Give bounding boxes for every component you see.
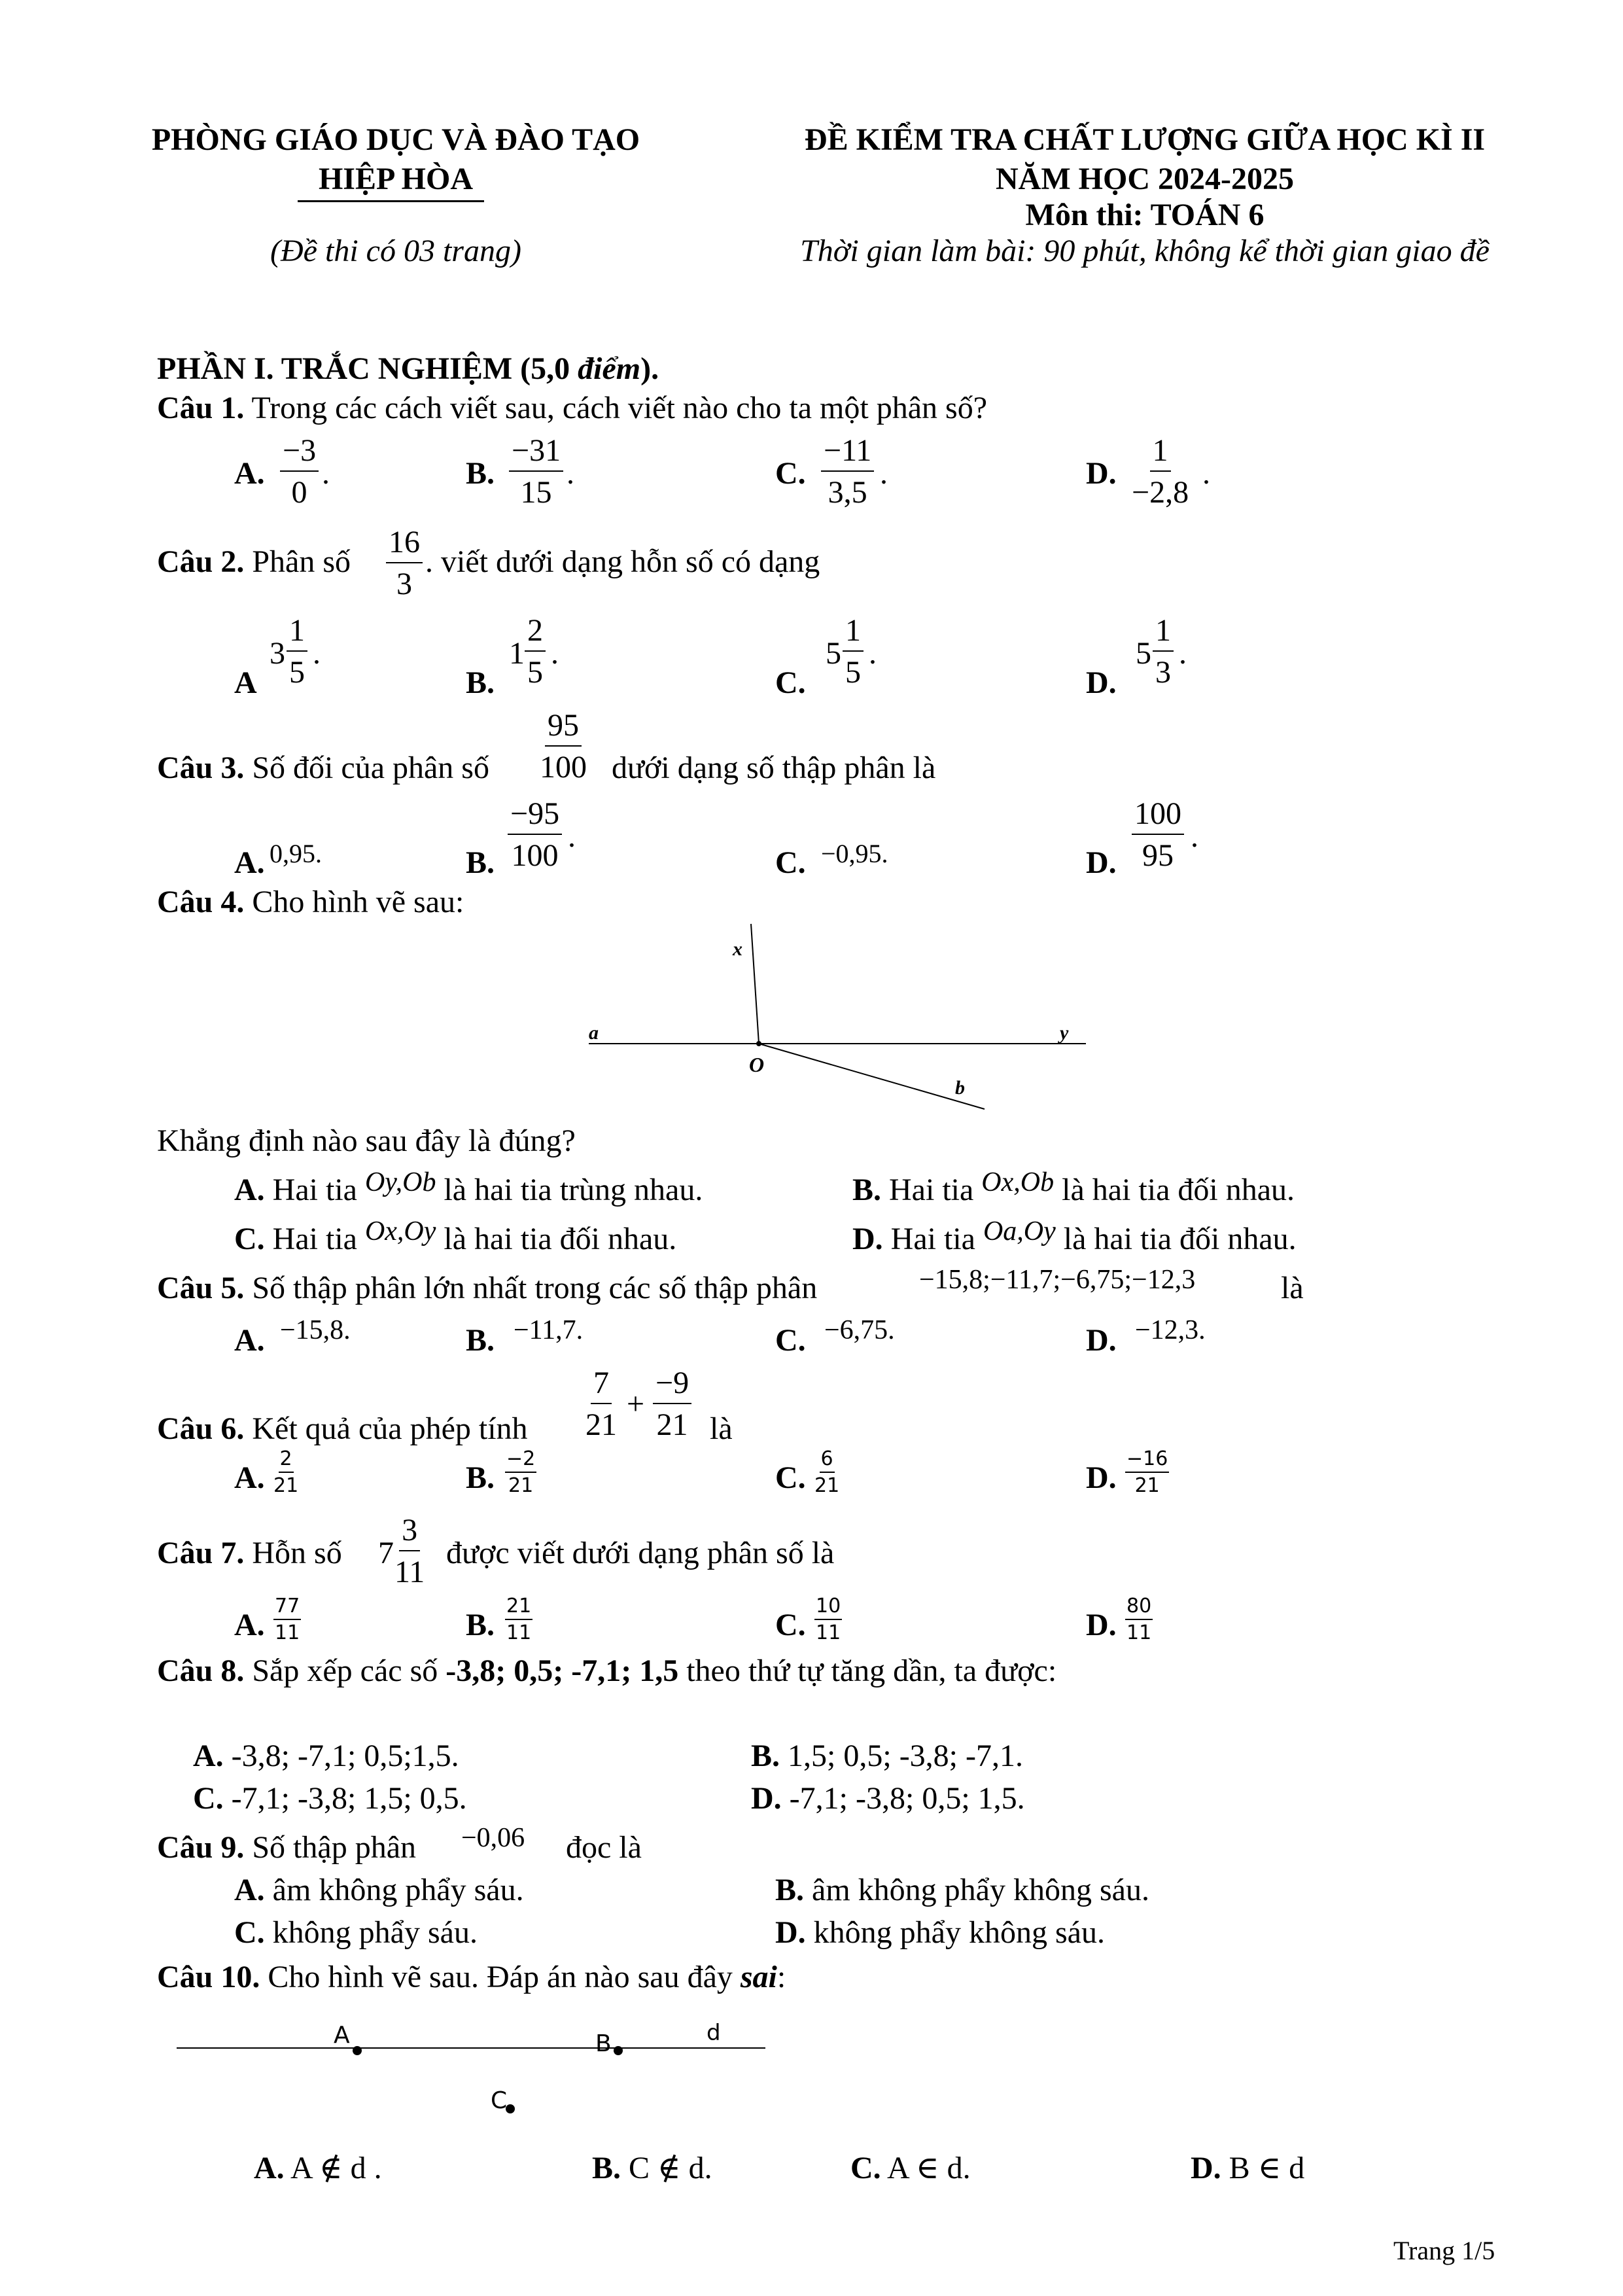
q2-option-d-label: D. xyxy=(1086,665,1117,700)
question-2-lead: Câu 2. Phân số xyxy=(157,544,351,579)
q2-dot-c: . xyxy=(869,636,877,671)
q1-option-c-fraction: $\frac{-11}{3,5}$ xyxy=(821,435,874,508)
district-name: HIỆP HÒA xyxy=(318,162,474,196)
q3-option-b-fraction: $\frac{-95}{100}$ xyxy=(508,798,562,872)
question-10: Câu 10. Cho hình vẽ sau. Đáp án nào sau đây sai: xyxy=(157,1960,786,1994)
q2-option-a-fraction: $\frac{1}{5}$ xyxy=(287,615,307,688)
question-9-lead: Câu 9. Số thập phân xyxy=(157,1830,416,1865)
points-line-figure xyxy=(177,2015,778,2133)
ray-ox xyxy=(751,924,759,1044)
q3-option-c-label: C. xyxy=(775,845,806,880)
q2-option-a-whole: 3 xyxy=(270,636,285,671)
q4-option-a: A. Hai tia Oy,Ob là hai tia trùng nhau. xyxy=(234,1167,703,1207)
q7-option-c-label: C. xyxy=(775,1608,806,1642)
subject: Môn thi: TOÁN 6 xyxy=(1025,198,1265,232)
point-a xyxy=(353,2046,362,2055)
q1-option-a-fraction: $\frac{-3}{0}$ xyxy=(280,435,319,508)
q8-option-a: A. -3,8; -7,1; 0,5;1,5. xyxy=(193,1739,459,1773)
page-number: Trang 1/5 xyxy=(1393,2236,1495,2265)
label-y: y xyxy=(1060,1022,1069,1044)
q1-dot-a: . xyxy=(322,456,330,491)
q7-option-a-label: A. xyxy=(234,1608,265,1642)
q9-number: −0,06 xyxy=(461,1823,525,1853)
exam-title: ĐỀ KIỂM TRA CHẤT LƯỢNG GIỮA HỌC KÌ II xyxy=(804,122,1486,157)
q2-option-c-fraction: $\frac{1}{5}$ xyxy=(843,615,864,688)
header-underline xyxy=(298,200,484,202)
q2-dot-b: . xyxy=(551,636,559,671)
q2-option-b-whole: 1 xyxy=(509,636,525,671)
q1-option-c-label: C. xyxy=(775,456,806,491)
section-title: PHẦN I. TRẮC NGHIỆM (5,0 điểm). xyxy=(157,351,659,386)
question-7-lead: Câu 7. Hỗn số xyxy=(157,1536,342,1570)
q4-option-d: D. Hai tia Oa,Oy là hai tia đối nhau. xyxy=(852,1216,1297,1256)
time-note: Thời gian làm bài: 90 phút, không kể thời gian giao đề xyxy=(800,234,1490,268)
q10-option-d: D. B ∈ d xyxy=(1191,2151,1305,2185)
q9-option-a: A. âm không phẩy sáu. xyxy=(234,1873,524,1907)
point-b xyxy=(614,2046,623,2055)
q2-option-c-label: C. xyxy=(775,665,806,700)
q8-option-c: C. -7,1; -3,8; 1,5; 0,5. xyxy=(193,1781,467,1816)
q6-option-b-fraction: $\frac{-2}{21}$ xyxy=(506,1447,536,1497)
q1-dot-b: . xyxy=(567,456,574,491)
q6-plus: + xyxy=(627,1386,645,1421)
point-o xyxy=(756,1041,761,1046)
q3-dot-b: . xyxy=(568,819,576,854)
question-6-rest: là xyxy=(710,1411,733,1446)
q1-option-a-label: A. xyxy=(234,456,265,491)
q1-option-b-label: B. xyxy=(466,456,495,491)
q6-option-d-label: D. xyxy=(1086,1460,1117,1495)
question-2-rest: . viết dưới dạng hỗn số có dạng xyxy=(425,544,820,579)
q9-option-b: B. âm không phẩy không sáu. xyxy=(775,1873,1149,1907)
q5-option-a-value: −15,8. xyxy=(280,1315,351,1345)
department-name: PHÒNG GIÁO DỤC VÀ ĐÀO TẠO xyxy=(151,122,640,157)
q1-dot-c: . xyxy=(880,456,888,491)
question-8: Câu 8. Sắp xếp các số -3,8; 0,5; -7,1; 1,5 theo thứ tự tăng dần, ta được: xyxy=(157,1653,1057,1688)
q7-option-b-fraction: $\frac{21}{11}$ xyxy=(506,1595,532,1644)
q6-fraction-1: $\frac{7}{21}$ xyxy=(585,1366,617,1442)
school-year: NĂM HỌC 2024-2025 xyxy=(996,162,1294,196)
q6-option-a-fraction: $\frac{2}{21}$ xyxy=(273,1447,299,1497)
q2-option-b-label: B. xyxy=(466,665,495,700)
label-x: x xyxy=(733,938,742,960)
q5-option-b-value: −11,7. xyxy=(514,1315,584,1345)
q2-option-b-fraction: $\frac{2}{5}$ xyxy=(525,615,546,688)
label-a: a xyxy=(589,1022,599,1044)
q2-option-c-whole: 5 xyxy=(826,636,841,671)
q1-option-b-fraction: $\frac{-31}{15}$ xyxy=(509,435,563,508)
label-b: b xyxy=(955,1077,965,1099)
q5-option-d-label: D. xyxy=(1086,1323,1117,1358)
label-o: O xyxy=(749,1053,765,1076)
question-7-rest: được viết dưới dạng phân số là xyxy=(446,1536,835,1570)
q4-prompt: Khẳng định nào sau đây là đúng? xyxy=(157,1123,576,1158)
q7-option-d-label: D. xyxy=(1086,1608,1117,1642)
q7-option-a-fraction: $\frac{77}{11}$ xyxy=(275,1595,300,1644)
q6-option-c-label: C. xyxy=(775,1460,806,1495)
q3-option-c-value: −0,95. xyxy=(821,839,888,868)
question-9-rest: đọc là xyxy=(566,1830,642,1865)
q3-option-a-label: A. xyxy=(234,845,265,880)
q10-option-b: B. C ∉ d. xyxy=(592,2151,712,2185)
question-3-lead: Câu 3. Số đối của phân số xyxy=(157,751,489,785)
q5-option-d-value: −12,3. xyxy=(1135,1315,1206,1345)
q1-option-d-fraction: $\frac{1}{-2,8}$ xyxy=(1132,433,1189,510)
q5-option-c-label: C. xyxy=(775,1323,806,1358)
label-point-b: B xyxy=(595,2030,612,2057)
question-6-lead: Câu 6. Kết quả của phép tính xyxy=(157,1411,528,1446)
q10-option-c: C. A ∈ d. xyxy=(850,2151,971,2185)
q3-option-b-label: B. xyxy=(466,845,495,880)
question-4: Câu 4. Cho hình vẽ sau: xyxy=(157,885,464,919)
ray-ob xyxy=(759,1044,985,1109)
q4-option-b: B. Hai tia Ox,Ob là hai tia đối nhau. xyxy=(852,1167,1295,1207)
q8-option-b: B. 1,5; 0,5; -3,8; -7,1. xyxy=(751,1739,1023,1773)
label-point-a: A xyxy=(334,2022,350,2049)
q5-number-list: −15,8;−11,7;−6,75;−12,3 xyxy=(919,1265,1196,1295)
q10-option-a: A. A ∉ d . xyxy=(254,2151,382,2185)
q1-dot-d: . xyxy=(1202,456,1210,491)
q1-option-d-label: D. xyxy=(1086,456,1117,491)
label-point-c: C xyxy=(491,2087,508,2114)
q3-fraction: $\frac{95}{100}$ xyxy=(540,708,587,785)
q2-option-d-whole: 5 xyxy=(1136,636,1151,671)
q9-option-c: C. không phẩy sáu. xyxy=(234,1915,478,1950)
page-count-note: (Đề thi có 03 trang) xyxy=(270,234,521,268)
question-3-rest: dưới dạng số thập phân là xyxy=(612,751,936,785)
q3-option-a-value: 0,95. xyxy=(270,839,322,868)
q3-option-d-fraction: $\frac{100}{95}$ xyxy=(1132,798,1184,872)
q2-dot-d: . xyxy=(1179,636,1187,671)
question-5-rest: là xyxy=(1281,1271,1304,1305)
rays-figure xyxy=(576,923,1099,1119)
q7-option-b-label: B. xyxy=(466,1608,495,1642)
q7-mixed-whole: 7 xyxy=(378,1536,394,1570)
q2-fraction: $\frac{16}{3}$ xyxy=(386,527,423,600)
q5-option-b-label: B. xyxy=(466,1323,495,1358)
q6-option-c-fraction: $\frac{6}{21}$ xyxy=(814,1447,840,1497)
q3-dot-d: . xyxy=(1191,819,1198,854)
q5-option-a-label: A. xyxy=(234,1323,265,1358)
q3-option-d-label: D. xyxy=(1086,845,1117,880)
q4-option-c: C. Hai tia Ox,Oy là hai tia đối nhau. xyxy=(234,1216,677,1256)
q9-option-d: D. không phẩy không sáu. xyxy=(775,1915,1105,1950)
question-1: Câu 1. Trong các cách viết sau, cách viết nào cho ta một phân số? xyxy=(157,391,987,425)
question-5-lead: Câu 5. Số thập phân lớn nhất trong các số thập phân xyxy=(157,1271,818,1305)
q6-option-a-label: A. xyxy=(234,1460,265,1495)
q6-option-d-fraction: $\frac{-16}{21}$ xyxy=(1126,1447,1168,1497)
q2-option-d-fraction: $\frac{1}{3}$ xyxy=(1153,615,1174,688)
q7-mixed-fraction: $\frac{3}{11}$ xyxy=(394,1513,425,1589)
q6-option-b-label: B. xyxy=(466,1460,495,1495)
q7-option-c-fraction: $\frac{10}{11}$ xyxy=(816,1595,841,1644)
q2-option-a-label: A xyxy=(234,665,257,700)
q6-fraction-2: $\frac{-9}{21}$ xyxy=(653,1368,691,1441)
q7-option-d-fraction: $\frac{80}{11}$ xyxy=(1126,1595,1152,1644)
q8-option-d: D. -7,1; -3,8; 0,5; 1,5. xyxy=(751,1781,1025,1816)
q5-option-c-value: −6,75. xyxy=(824,1315,895,1345)
q2-dot-a: . xyxy=(313,636,321,671)
label-line-d: d xyxy=(707,2020,721,2046)
